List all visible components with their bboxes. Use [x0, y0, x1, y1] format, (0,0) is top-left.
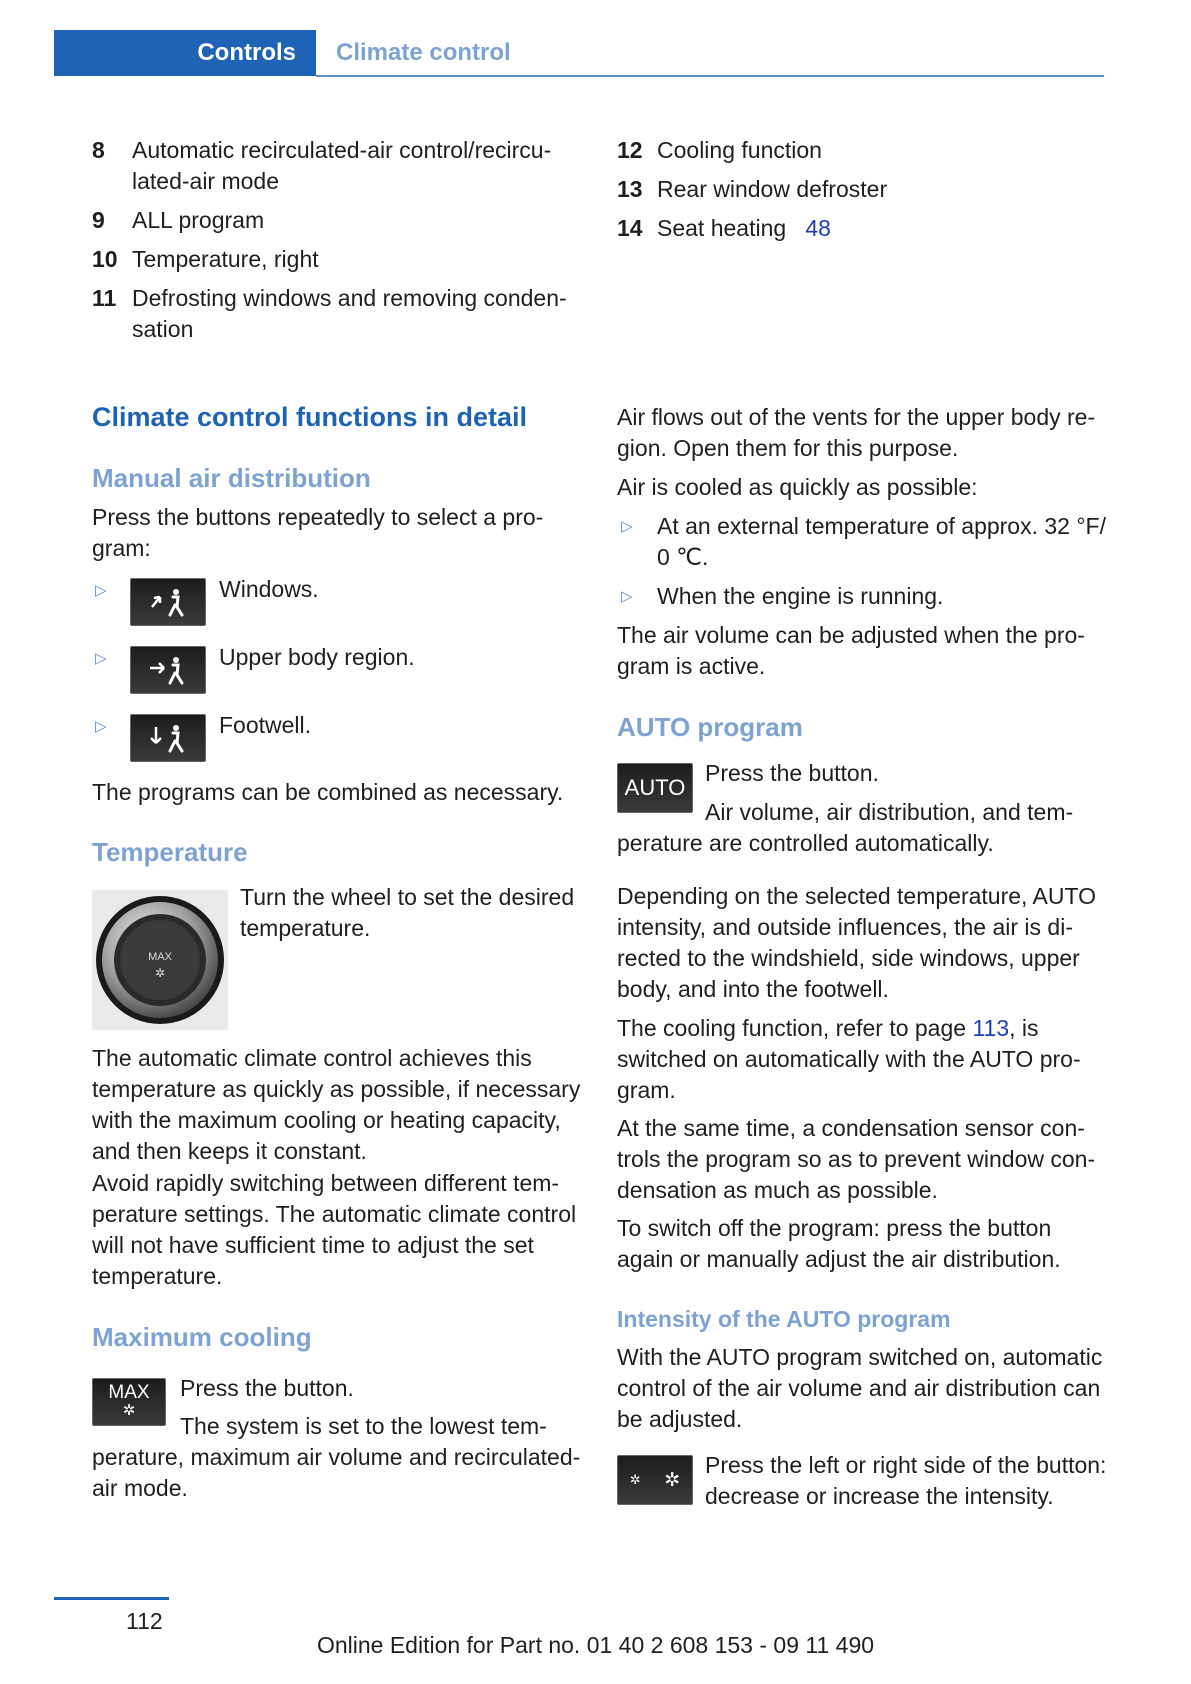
intensity-instruction: Press the left or right side of the button: decrease or increase the intensity. [705, 1452, 1107, 1509]
intensity-paragraph: With the AUTO program switched on, automatic control of the air volume and air distribution can be adjusted. [617, 1344, 1103, 1432]
knob-max-label: MAX [148, 951, 172, 963]
max-cooling-description: The system is set to the lowest tem-perature, maximum air volume and recirculated-air mode. [92, 1413, 581, 1501]
max-cooling-instruction: Press the button. [180, 1375, 354, 1401]
edition-note: Online Edition for Part no. 01 40 2 608 153 - 09 11 490 [316, 1632, 875, 1658]
list-text: Temperature, right [132, 246, 319, 272]
list-text: Automatic recirculated-air control/recircu-lated-air mode [132, 137, 552, 194]
windshield-airflow-button[interactable] [130, 578, 206, 626]
upper-body-airflow-icon [142, 653, 194, 687]
temperature-paragraph-1: The automatic climate control achieves this temperature as quickly as possible, if necessary with the maximum cooling or heating capacity, and then keeps it constant. [92, 1045, 581, 1164]
temperature-instruction: Turn the wheel to set the desired temperature. [240, 884, 575, 941]
intensity-button[interactable] [617, 1455, 693, 1505]
bullet-triangle-icon: ▷ [621, 588, 633, 605]
svg-text:✲: ✲ [154, 966, 166, 980]
auto-paragraph-2 [617, 1013, 1107, 1106]
bullet-triangle-icon: ▷ [95, 650, 107, 667]
list-item [92, 135, 592, 197]
fan-icon: ✲ [122, 1402, 136, 1419]
list-number: 8 [92, 137, 105, 163]
auto-paragraph-4: To switch off the program: press the button again or manually adjust the air distribution. [617, 1215, 1061, 1272]
auto-p2-text-end: , is switched on automatically with the AUTO pro-gram. [617, 1015, 1081, 1103]
maximum-cooling-heading: Maximum cooling [92, 1322, 312, 1352]
list-text-label: Seat heating [657, 215, 787, 241]
page-number: 112 [126, 1608, 163, 1634]
condition-engine: When the engine is running. [657, 583, 944, 609]
list-number: 12 [617, 137, 643, 163]
program-label-footwell: Footwell. [219, 712, 312, 738]
air-volume-note: The air volume can be adjusted when the pro-gram is active. [617, 622, 1085, 679]
temperature-paragraph-2: Avoid rapidly switching between different tem-perature settings. The automatic climate control will not have sufficient time to adjust the set temperature. [92, 1170, 577, 1289]
page-link[interactable]: 113 [972, 1015, 1010, 1041]
manual-intro: Press the buttons repeatedly to select a pro-gram: [92, 504, 544, 561]
list-number: 10 [92, 246, 118, 272]
fan-high-icon: ✲ [664, 1469, 681, 1491]
fan-low-icon: ✲ [629, 1472, 641, 1487]
list-text: Cooling function [657, 137, 822, 163]
footer-divider [54, 1597, 169, 1600]
auto-p2-text: The cooling function, refer to page [617, 1015, 973, 1041]
windshield-airflow-icon [142, 585, 194, 619]
footwell-airflow-button[interactable] [130, 714, 206, 762]
intensity-heading: Intensity of the AUTO program [617, 1306, 951, 1332]
section-title: Climate control functions in detail [92, 402, 528, 432]
auto-paragraph-1: Depending on the selected temperature, AUTO intensity, and outside influences, the air is di-rected to the windshield, side windows, upper body, and into the footwell. [617, 883, 1097, 1002]
list-number: 11 [92, 285, 117, 311]
auto-program-heading: AUTO program [617, 712, 803, 742]
temperature-knob-icon [92, 890, 228, 1030]
manual-distribution-heading: Manual air distribution [92, 463, 371, 493]
condition-temperature: At an external temperature of approx. 32 °F/ 0 ℃. [657, 513, 1106, 570]
program-label-upper-body: Upper body region. [219, 644, 415, 670]
page-link[interactable]: 48 [805, 215, 831, 241]
list-number: 9 [92, 207, 105, 233]
auto-instruction: Press the button. [705, 760, 879, 786]
chapter-tab[interactable]: Climate control [336, 39, 511, 66]
list-text: Rear window defroster [657, 176, 888, 202]
auto-description: Air volume, air distribution, and tem-perature are controlled automatically. [617, 799, 1074, 856]
program-label-windows: Windows. [219, 576, 319, 602]
upper-body-airflow-button[interactable] [130, 646, 206, 694]
list-text [657, 213, 1112, 244]
header-divider [316, 75, 1104, 77]
bullet-triangle-icon: ▷ [95, 582, 107, 599]
list-text: ALL program [132, 207, 265, 233]
auto-button-label: AUTO [624, 775, 686, 800]
bullet-triangle-icon: ▷ [621, 518, 633, 535]
bullet-triangle-icon: ▷ [95, 718, 107, 735]
cooling-intro: Air is cooled as quickly as possible: [617, 474, 978, 500]
section-tab[interactable]: Controls [54, 30, 316, 76]
page-header [54, 30, 1104, 76]
footwell-airflow-icon [142, 721, 194, 755]
list-text: Defrosting windows and removing conden-sation [132, 285, 567, 342]
upper-body-note: Air flows out of the vents for the upper body re-gion. Open them for this purpose. [617, 404, 1096, 461]
max-button-label: MAX [108, 1382, 150, 1403]
list-number: 13 [617, 176, 643, 202]
auto-paragraph-3: At the same time, a condensation sensor con-trols the program so as to prevent window con-densation as much as possible. [617, 1115, 1096, 1203]
list-number: 14 [617, 215, 643, 241]
temperature-heading: Temperature [92, 837, 248, 867]
programs-combined-note: The programs can be combined as necessary. [92, 779, 564, 805]
temperature-knob-image [92, 890, 228, 1030]
